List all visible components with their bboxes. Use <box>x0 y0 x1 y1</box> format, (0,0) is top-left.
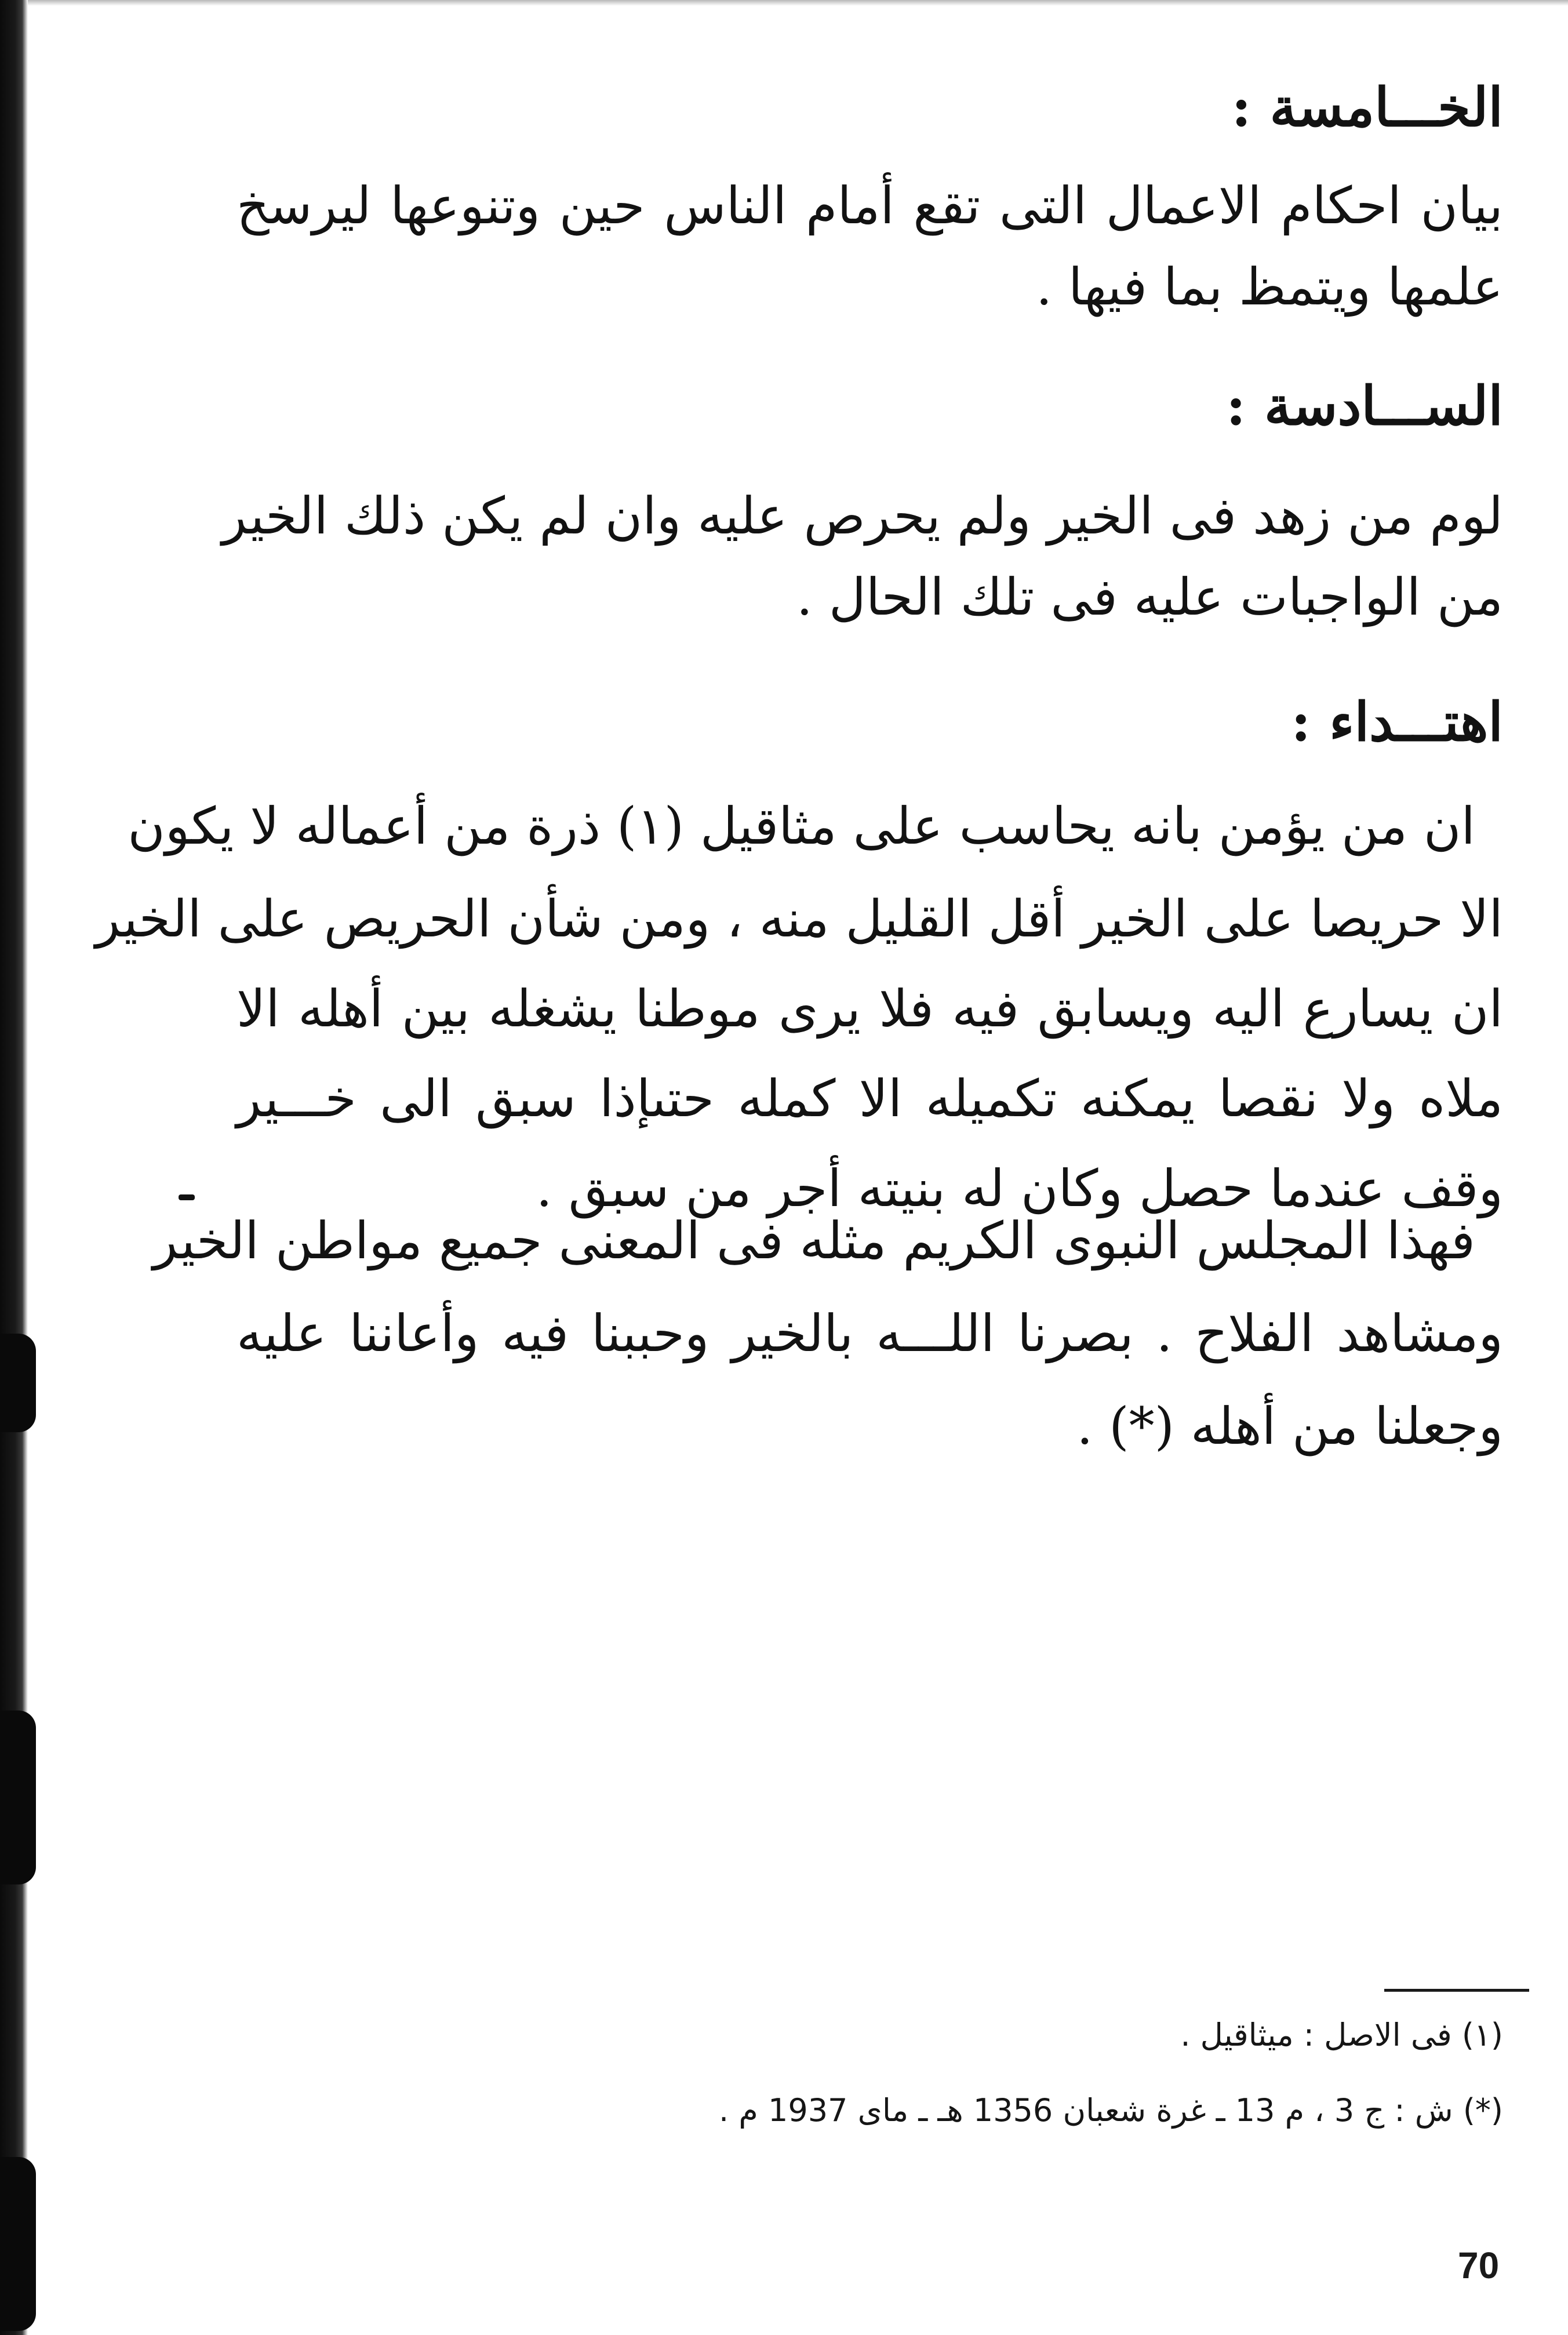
footnote-1: (١) فى الاصل : ميثاقيل . <box>1180 2017 1503 2053</box>
ihtida-p2-line-2: ومشاهد الفلاح . بصرنا اللـــه بالخير وحببنا فيه وأعاننا عليه <box>237 1303 1503 1363</box>
section-sixth-line-2: من الواجبات عليه فى تلك الحال . <box>796 567 1503 627</box>
ihtida-p1-line-5: وقف عندما حصل وكان له بنيته أجر من سبق . <box>536 1159 1503 1218</box>
section-sixth-line-1: لوم من زهد فى الخير ولم يحرص عليه وان لم يكن ذلك الخير <box>221 486 1503 546</box>
section-fifth-line-1: بيان احكام الاعمال التى تقع أمام الناس حين وتنوعها ليرسخ <box>237 176 1503 235</box>
section-fifth-line-2: علمها ويتمظ بما فيها . <box>1036 257 1503 317</box>
ihtida-p1-line-3: ان يسارع اليه ويسابق فيه فلا يرى موطنا يشغله بين أهله الا <box>237 979 1503 1038</box>
ihtida-p1-line-4: ملاه ولا نقصا يمكنه تكميله الا كمله حتىإذا سبق الى خـــير <box>237 1069 1503 1128</box>
section-heading-fifth: الخـــامسة : <box>1231 76 1503 139</box>
ihtida-p1-line-1: ان من يؤمن بانه يحاسب على مثاقيل (١) ذرة من أعماله لا يكون <box>128 796 1475 856</box>
ihtida-p1-line-2: الا حريصا على الخير أقل القليل منه ، ومن شأن الحريص على الخير <box>95 889 1503 949</box>
section-heading-sixth: الســـادسة : <box>1226 375 1503 437</box>
page-number: 70 <box>1458 2245 1500 2286</box>
margin-mark <box>179 1194 195 1200</box>
footnote-2: (*) ش : ج 3 ، م 13 ـ غرة شعبان 1356 هـ ـ ماى 1937 م . <box>719 2092 1503 2129</box>
footnote-rule <box>1384 1989 1529 1992</box>
ihtida-p2-line-3: وجعلنا من أهله (*) . <box>1076 1396 1503 1456</box>
ihtida-p2-line-1: فهذا المجلس النبوى الكريم مثله فى المعنى جميع مواطن الخير <box>152 1211 1475 1270</box>
section-heading-ihtida: اهتـــداء : <box>1291 691 1503 753</box>
